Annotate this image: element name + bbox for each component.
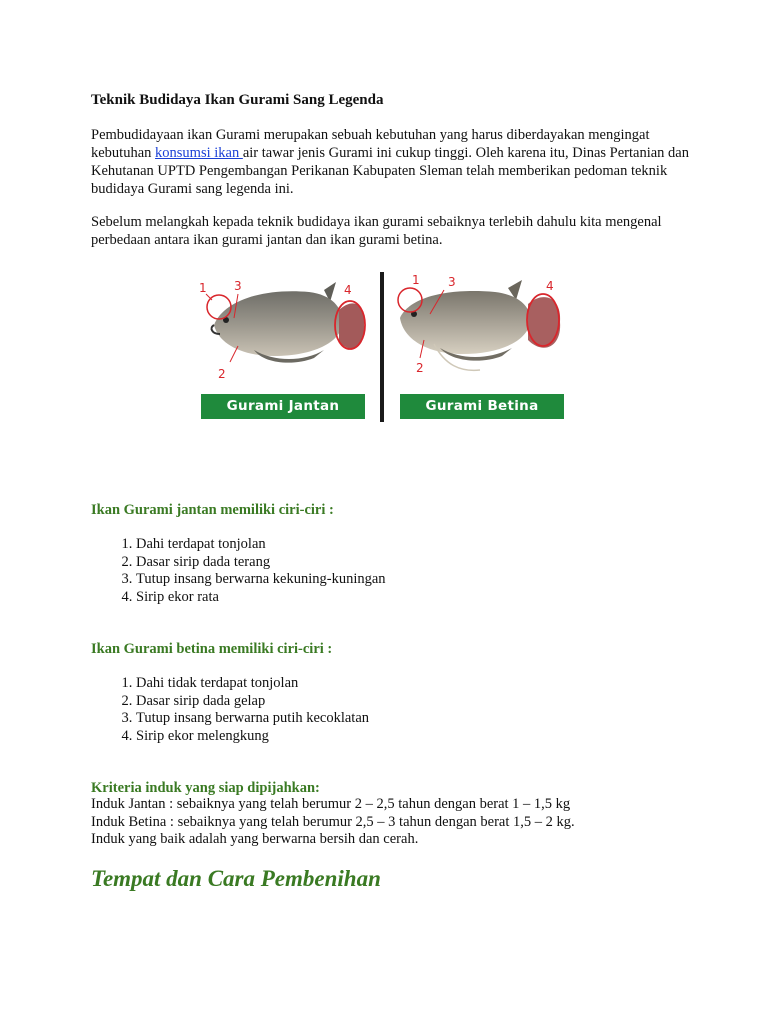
kriteria-heading: Kriteria induk yang siap dipijahkan: <box>91 780 320 796</box>
jantan-list <box>91 536 636 606</box>
marker-1-left: 1 <box>199 281 207 295</box>
intro-paragraph <box>91 126 691 198</box>
gurami-jantan-fish-image <box>194 270 374 390</box>
kriteria-line-warna: Induk yang baik adalah yang berwarna bersih dan cerah. <box>91 831 419 847</box>
betina-list <box>91 675 636 745</box>
list-item: 4. Sirip ekor rata <box>136 589 636 607</box>
list-item: 3. Tutup insang berwarna kekuning-kuningan <box>136 571 636 589</box>
section-title: Tempat dan Cara Pembenihan <box>91 866 381 891</box>
gurami-jantan-label: Gurami Jantan <box>201 394 365 419</box>
kriteria-text <box>91 796 711 849</box>
gurami-betina-fish-image <box>390 270 570 390</box>
fish-comparison-figure <box>194 270 574 425</box>
list-item: 2. Dasar sirip dada gelap <box>136 693 636 711</box>
marker-4-right: 4 <box>546 279 554 293</box>
list-item: 2. Dasar sirip dada terang <box>136 554 636 572</box>
list-item: 4. Sirip ekor melengkung <box>136 728 636 746</box>
figure-divider <box>380 272 384 422</box>
gurami-betina-label: Gurami Betina <box>400 394 564 419</box>
kriteria-line-jantan: Induk Jantan : sebaiknya yang telah berumur 2 – 2,5 tahun dengan berat 1 – 1,5 kg <box>91 796 571 812</box>
kriteria-line-betina: Induk Betina : sebaiknya yang telah berumur 2,5 – 3 tahun dengan berat 1,5 – 2 kg. <box>91 813 575 830</box>
intro-text-before-link: Pembudidayaan ikan Gurami merupakan sebuah kebutuhan yang harus diberdayakan mengingat kebutuhan <box>91 127 650 161</box>
marker-1-right: 1 <box>412 273 420 287</box>
marker-3-right: 3 <box>448 275 456 289</box>
list-item: 1. Dahi terdapat tonjolan <box>136 536 636 554</box>
comparison-intro-paragraph: Sebelum melangkah kepada teknik budidaya ikan gurami sebaiknya terlebih dahulu kita mengenal perbedaan antara ikan gurami jantan dan ikan gurami betina. <box>91 214 662 248</box>
list-item: 1. Dahi tidak terdapat tonjolan <box>136 675 636 693</box>
betina-heading: Ikan Gurami betina memiliki ciri-ciri : <box>91 641 333 657</box>
intro-text-after-link: air tawar jenis Gurami ini cukup tinggi. Oleh karena itu, Dinas Pertanian dan Kehutanan UPTD Pengembangan Perikanan Kabupaten Sleman telah memberikan pedoman teknik budidaya Gurami sang legenda ini. <box>91 145 689 197</box>
document-title: Teknik Budidaya Ikan Gurami Sang Legenda <box>91 92 384 108</box>
jantan-heading: Ikan Gurami jantan memiliki ciri-ciri : <box>91 502 334 518</box>
marker-2-right: 2 <box>416 361 424 375</box>
marker-4-left: 4 <box>344 283 352 297</box>
marker-2-left: 2 <box>218 367 226 381</box>
konsumsi-ikan-link[interactable]: konsumsi ikan <box>155 145 243 161</box>
list-item: 3. Tutup insang berwarna putih kecoklatan <box>136 710 636 728</box>
marker-3-left: 3 <box>234 279 242 293</box>
